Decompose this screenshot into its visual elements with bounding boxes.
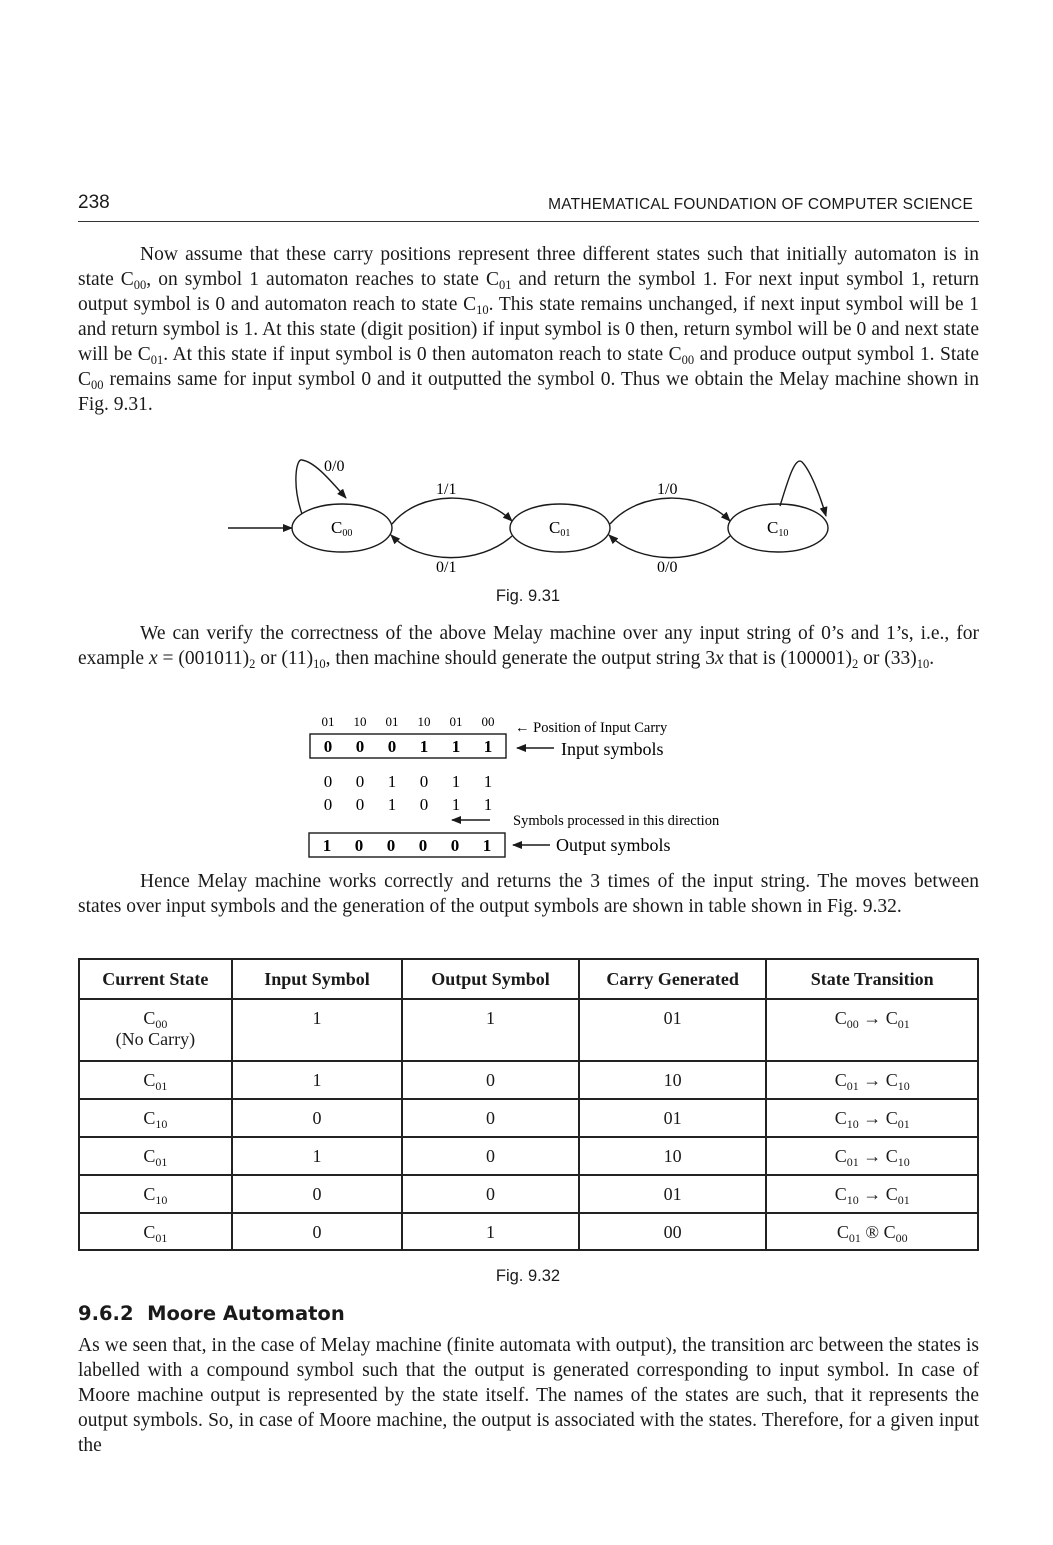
- melay-state-diagram: [0, 450, 1053, 590]
- row-b-bit: 0: [355, 795, 365, 814]
- input-bit: 0: [387, 737, 397, 756]
- direction-label: Symbols processed in this direction: [513, 813, 720, 829]
- edge-label-c10-c01: 0/0: [657, 559, 678, 576]
- carry-pos: 10: [353, 714, 367, 729]
- row-b-bit: 1: [387, 795, 397, 814]
- header-rule: [78, 221, 979, 222]
- carry-pos: 00: [481, 714, 495, 729]
- table-row: $C_{10}$ 0 0 01 $C_{10} \to C_{01}$: [79, 1099, 978, 1137]
- edge-c10-c01: [609, 535, 730, 558]
- carry-pos: 01: [321, 714, 335, 729]
- running-header-title: MATHEMATICAL FOUNDATION OF COMPUTER SCIENCE: [548, 196, 973, 213]
- row-a-bit: 1: [483, 772, 493, 791]
- paragraph-verify: We can verify the correctness of the above Melay machine over any input string of 0’s and 1’s, i.e., for example $x = (001011)_2$ or $(11)_{10}$, then machine should generate the output string 3x that is $(100001)_2$ or $(33)_{10}$.: [78, 623, 979, 671]
- row-a-bit: 1: [387, 772, 397, 791]
- input-bit: 0: [323, 737, 333, 756]
- row-a-bit: 0: [323, 772, 333, 791]
- col-header: Output Symbol: [402, 959, 579, 999]
- table-header-row: [79, 959, 978, 999]
- col-header: Current State: [79, 959, 232, 999]
- output-symbols: [323, 836, 492, 855]
- input-bit: 1: [483, 737, 493, 756]
- row-b-bit: 0: [419, 795, 429, 814]
- input-box: [310, 734, 506, 758]
- col-header: Carry Generated: [579, 959, 767, 999]
- state-label-c00: C00: [331, 518, 353, 539]
- output-box: [309, 833, 505, 857]
- table-row: $C_{10}$ 0 0 01 $C_{10} \to C_{01}$: [79, 1175, 978, 1213]
- edge-c01-c00: [391, 535, 512, 558]
- table-row: $C_{01}$ 0 1 00 $C_{01}$ ® $C_{00}$: [79, 1213, 978, 1250]
- input-label: Input symbols: [561, 739, 664, 759]
- edge-label-c00-c01: 1/1: [436, 481, 457, 498]
- edge-label-c01-c10: 1/0: [657, 481, 678, 498]
- section-heading: 9.6.2 Moore Automaton: [78, 1302, 345, 1325]
- table-row: $C_{00}$ (No Carry) 1 1 01 $C_{00} \to C_{01}$: [79, 999, 978, 1061]
- input-bit: 1: [419, 737, 429, 756]
- output-bit: 1: [482, 836, 492, 855]
- paragraph-states: Now assume that these carry positions represent three different states such that initially automaton is in state $C_{00}$, on symbol 1 automaton reaches to state $C_{01}$ and return the symbol 1. For next input symbol 1, return output symbol is 0 and automaton reach to state $C_{10}$. This state remains unchanged, if next input symbol will be 1 and return symbol is 1. At this state (digit position) if input symbol is 0 then, return symbol will be 0 and next state will be $C_{01}$. At this state if input symbol is 0 then automaton reach to state $C_{00}$ and produce output symbol 1. State $C_{00}$ remains same for input symbol 0 and it outputted the symbol 0. Thus we obtain the Melay machine shown in Fig. 9.31.: [78, 244, 979, 415]
- carry-pos: 10: [417, 714, 431, 729]
- transition-table: [78, 958, 979, 1251]
- paragraph-hence: Hence Melay machine works correctly and returns the 3 times of the input string. The moves between states over input symbols and the generation of the output symbols are shown in table shown in Fig. 9.32.: [78, 871, 979, 917]
- carry-label: ← Position of Input Carry: [515, 720, 668, 736]
- carry-positions: [322, 714, 495, 729]
- row-a-bit: 1: [451, 772, 461, 791]
- state-label-c01: C01: [549, 518, 571, 539]
- edge-label-c01-c00: 0/1: [436, 559, 457, 576]
- col-header: Input Symbol: [232, 959, 403, 999]
- row-b: [324, 795, 493, 814]
- row-b-bit: 0: [323, 795, 333, 814]
- table-row: $C_{01}$ 1 0 10 $C_{01} \to C_{10}$: [79, 1061, 978, 1099]
- output-bit: 0: [386, 836, 396, 855]
- table-row: $C_{01}$ 1 0 10 $C_{01} \to C_{10}$: [79, 1137, 978, 1175]
- input-bit: 1: [451, 737, 461, 756]
- carry-pos: 01: [449, 714, 463, 729]
- col-header: State Transition: [766, 959, 978, 999]
- figure-caption-9-32: Fig. 9.32: [495, 1267, 561, 1285]
- row-a-bit: 0: [419, 772, 429, 791]
- carry-pos: 01: [385, 714, 399, 729]
- input-bit: 0: [355, 737, 365, 756]
- output-bit: 1: [322, 836, 332, 855]
- output-bit: 0: [450, 836, 460, 855]
- row-b-bit: 1: [483, 795, 493, 814]
- edge-c00-c01: [392, 498, 512, 524]
- output-label: Output symbols: [556, 835, 671, 855]
- edge-c01-c10: [610, 498, 730, 524]
- row-b-bit: 1: [451, 795, 461, 814]
- output-bit: 0: [354, 836, 364, 855]
- page-number: 238: [78, 192, 110, 213]
- input-symbols: [324, 737, 493, 756]
- carry-diagram: [0, 705, 1053, 865]
- output-bit: 0: [418, 836, 428, 855]
- figure-caption-9-31: Fig. 9.31: [495, 587, 561, 605]
- row-a: [324, 772, 493, 791]
- paragraph-moore: As we seen that, in the case of Melay machine (finite automata with output), the transition arc between the states is labelled with a compound symbol such that the output is generated corresponding to input symbol. In case of Moore machine output is represented by the state itself. The names of the states are such, that it represents the output symbols. So, in case of Moore machine, the output is associated with the states. Therefore, for a given input the: [78, 1335, 979, 1456]
- row-a-bit: 0: [355, 772, 365, 791]
- state-label-c10: C10: [767, 518, 789, 539]
- self-loop-label: 0/0: [324, 458, 345, 475]
